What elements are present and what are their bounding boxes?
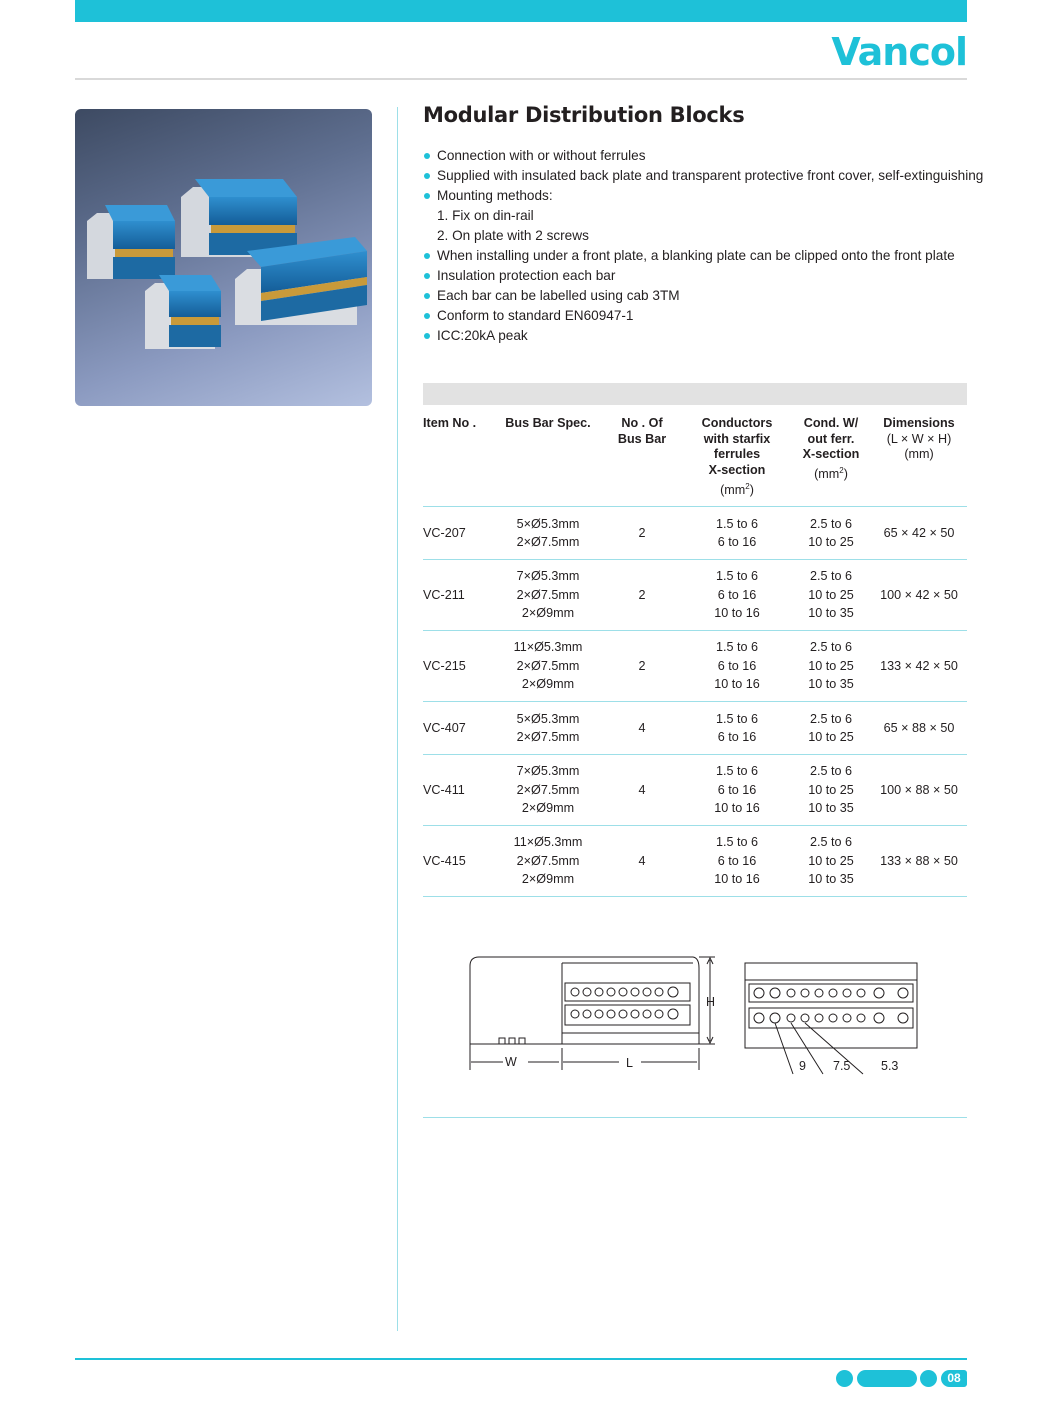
feature-item: Supplied with insulated back plate and transparent protective front cover, self-extinguishing [423, 166, 983, 186]
side-view [470, 957, 715, 1070]
cell-no-ferrules: 2.5 to 6 10 to 25 [808, 516, 854, 550]
feature-item: Mounting methods: [423, 186, 983, 206]
cell-dimensions: 133 × 42 × 50 [880, 658, 958, 673]
dim-h-label: H [706, 995, 716, 1009]
drawing-divider [423, 1117, 967, 1118]
header-bus-bar-spec: Bus Bar Spec. [505, 416, 591, 430]
cell-dimensions: 100 × 42 × 50 [880, 587, 958, 602]
cell-bars: 2 [638, 658, 646, 673]
cell-dimensions: 100 × 88 × 50 [880, 782, 958, 797]
cell-ferrules: 1.5 to 6 6 to 16 10 to 16 [714, 569, 760, 621]
feature-item: Insulation protection each bar [423, 266, 983, 286]
cell-spec: 11×Ø5.3mm 2×Ø7.5mm 2×Ø9mm [513, 640, 583, 692]
spec-table [423, 416, 967, 897]
dim-w-label: W [505, 1055, 517, 1069]
front-holes-top [754, 988, 908, 998]
cell-item-no: VC-407 [423, 720, 466, 735]
page-title: Modular Distribution Blocks [423, 103, 745, 127]
cell-spec: 11×Ø5.3mm 2×Ø7.5mm 2×Ø9mm [513, 835, 583, 887]
block-small-front [145, 275, 221, 349]
table-row [423, 507, 967, 560]
feature-item: Each bar can be labelled using cab 3TM [423, 286, 983, 306]
header-conductors-ferrules: Conductors with starfix ferrules X-section $(mm^2)$ [701, 416, 773, 497]
page-number: 08 [941, 1370, 967, 1387]
cell-ferrules: 1.5 to 6 6 to 16 [715, 711, 758, 745]
cell-ferrules: 1.5 to 6 6 to 16 10 to 16 [714, 764, 760, 816]
feature-item: When installing under a front plate, a blanking plate can be clipped onto the front plate [423, 246, 983, 266]
footer-dot-decoration [920, 1370, 937, 1387]
front-holes-bottom [754, 1013, 908, 1023]
table-row [423, 560, 967, 631]
footer-dot-decoration [836, 1370, 853, 1387]
cell-spec: 7×Ø5.3mm 2×Ø7.5mm 2×Ø9mm [516, 569, 580, 621]
header-divider [75, 78, 967, 80]
cell-ferrules: 1.5 to 6 6 to 16 [715, 516, 758, 550]
block-small-back [87, 205, 175, 279]
header-conductors-no-ferrules: Cond. W/ out ferr. X-section $(mm^2)$ [802, 416, 860, 481]
cell-item-no: VC-211 [423, 587, 465, 602]
dim-7-5-label: 7.5 [833, 1059, 851, 1073]
cell-no-ferrules: 2.5 to 6 10 to 25 [808, 711, 854, 745]
cell-item-no: VC-207 [423, 525, 466, 540]
side-holes-top [571, 987, 678, 997]
feature-list [423, 146, 983, 346]
cell-dimensions: 65 × 88 × 50 [883, 720, 955, 735]
dim-9-label: 9 [799, 1059, 806, 1073]
dimension-drawing [423, 948, 967, 1078]
table-header-row [423, 416, 967, 507]
header-accent-bar [75, 0, 967, 22]
table-header-band [423, 383, 967, 405]
cell-spec: 7×Ø5.3mm 2×Ø7.5mm 2×Ø9mm [516, 764, 580, 816]
cell-bars: 4 [638, 853, 646, 868]
dim-l-label: L [626, 1056, 633, 1070]
distribution-blocks-image [75, 109, 372, 406]
dim-5-3-label: 5.3 [881, 1059, 899, 1073]
header-item-no: Item No . [423, 416, 477, 430]
side-holes-bottom [571, 1009, 678, 1019]
cell-no-ferrules: 2.5 to 6 10 to 25 10 to 35 [808, 835, 854, 887]
table-row [423, 755, 967, 826]
header-dimensions: Dimensions (L × W × H) (mm) [883, 416, 955, 462]
cell-dimensions: 133 × 88 × 50 [880, 853, 958, 868]
cell-ferrules: 1.5 to 6 6 to 16 10 to 16 [714, 835, 760, 887]
cell-bars: 4 [638, 782, 646, 797]
table-row [423, 702, 967, 755]
block-long-back [181, 179, 297, 257]
table-row [423, 826, 967, 897]
cell-item-no: VC-415 [423, 853, 466, 868]
cell-bars: 2 [638, 525, 646, 540]
feature-subitem: 1. Fix on din-rail [437, 208, 534, 223]
cell-dimensions: 65 × 42 × 50 [883, 525, 955, 540]
cell-bars: 2 [638, 587, 646, 602]
brand-logo: Vancol [831, 30, 967, 74]
front-view [745, 963, 917, 1074]
cell-spec: 5×Ø5.3mm 2×Ø7.5mm [516, 711, 580, 745]
technical-drawing [423, 948, 967, 1083]
feature-subitem: 2. On plate with 2 screws [437, 228, 589, 243]
cell-no-ferrules: 2.5 to 6 10 to 25 10 to 35 [808, 569, 854, 621]
footer-divider [75, 1358, 967, 1360]
product-photo [75, 109, 372, 406]
cell-bars: 4 [638, 720, 646, 735]
cell-spec: 5×Ø5.3mm 2×Ø7.5mm [516, 516, 580, 550]
feature-item: Conform to standard EN60947-1 [423, 306, 983, 326]
footer-pill-decoration [857, 1370, 917, 1387]
feature-item: ICC:20kA peak [423, 326, 983, 346]
header-no-of-bus-bar: No . Of Bus Bar [617, 416, 667, 446]
table-row [423, 631, 967, 702]
block-long-front [235, 237, 367, 325]
cell-item-no: VC-411 [423, 782, 465, 797]
cell-item-no: VC-215 [423, 658, 466, 673]
column-divider [397, 107, 398, 1331]
feature-item: Connection with or without ferrules [423, 146, 983, 166]
cell-no-ferrules: 2.5 to 6 10 to 25 10 to 35 [808, 764, 854, 816]
cell-no-ferrules: 2.5 to 6 10 to 25 10 to 35 [808, 640, 854, 692]
cell-ferrules: 1.5 to 6 6 to 16 10 to 16 [714, 640, 760, 692]
